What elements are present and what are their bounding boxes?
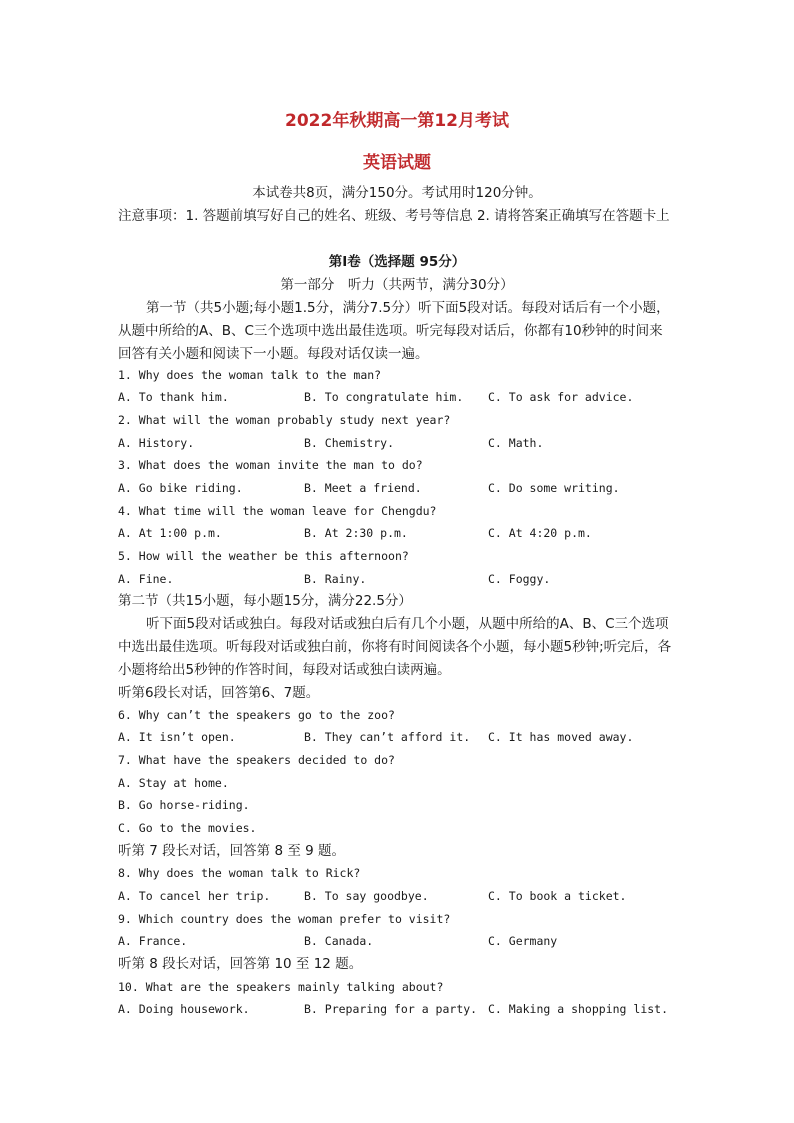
part1-heading: 第一部分 听力（共两节，满分30分） xyxy=(280,277,514,293)
q2-option-c: C. Math. xyxy=(488,436,544,450)
question-2: 2. What will the woman probably study next year? xyxy=(118,413,451,427)
q4-option-b: B. At 2:30 p.m. xyxy=(304,526,408,540)
q2-option-a: A. History. xyxy=(118,436,195,450)
section2-intro: 听下面5段对话或独白。每段对话或独白后有几个小题，从题中所给的A、B、C三个选项中选出最佳选项。听每段对话或独白前，你将有时间阅读各个小题，每小题5秒钟;听完后，各小题将给出5秒钟的作答时间，每段对话或独白读两遍。 xyxy=(118,616,672,678)
q10-option-a: A. Doing housework. xyxy=(118,1002,250,1016)
q6-option-a: A. It isn’t open. xyxy=(118,730,236,744)
subject-title: 英语试题 xyxy=(363,153,431,173)
question-7: 7. What have the speakers decided to do? xyxy=(118,753,395,767)
exam-title: 2022年秋期高一第12月考试 xyxy=(285,111,509,131)
question-10: 10. What are the speakers mainly talking about? xyxy=(118,980,444,994)
q7-option-b: B. Go horse-riding. xyxy=(118,798,250,812)
q5-option-a: A. Fine. xyxy=(118,572,174,586)
q7-option-c: C. Go to the movies. xyxy=(118,821,257,835)
q4-option-a: A. At 1:00 p.m. xyxy=(118,526,222,540)
dialog8-instruction: 听第 8 段长对话，回答第 10 至 12 题。 xyxy=(118,956,363,972)
volume-heading: 第I卷（选择题 95分） xyxy=(328,254,466,270)
q10-option-b: B. Preparing for a party. xyxy=(304,1002,478,1016)
q10-option-c: C. Making a shopping list. xyxy=(488,1002,669,1016)
question-8: 8. Why does the woman talk to Rick? xyxy=(118,866,361,880)
q8-option-a: A. To cancel her trip. xyxy=(118,889,271,903)
q8-option-b: B. To say goodbye. xyxy=(304,889,429,903)
q9-option-b: B. Canada. xyxy=(304,934,374,948)
q6-option-c: C. It has moved away. xyxy=(488,730,634,744)
q4-option-c: C. At 4:20 p.m. xyxy=(488,526,592,540)
q5-option-c: C. Foggy. xyxy=(488,572,551,586)
q9-option-c: C. Germany xyxy=(488,934,558,948)
q1-option-c: C. To ask for advice. xyxy=(488,390,634,404)
question-5: 5. How will the weather be this afternoon? xyxy=(118,549,409,563)
q3-option-c: C. Do some writing. xyxy=(488,481,620,495)
q3-option-b: B. Meet a friend. xyxy=(304,481,422,495)
dialog7-instruction: 听第 7 段长对话，回答第 8 至 9 题。 xyxy=(118,843,346,859)
q3-option-a: A. Go bike riding. xyxy=(118,481,243,495)
q1-option-a: A. To thank him. xyxy=(118,390,229,404)
q9-option-a: A. France. xyxy=(118,934,188,948)
question-3: 3. What does the woman invite the man to do? xyxy=(118,458,423,472)
q8-option-c: C. To book a ticket. xyxy=(488,889,627,903)
q5-option-b: B. Rainy. xyxy=(304,572,367,586)
section2-heading: 第二节（共15小题，每小题15分，满分22.5分） xyxy=(118,593,412,609)
question-9: 9. Which country does the woman prefer to visit? xyxy=(118,912,451,926)
q7-option-a: A. Stay at home. xyxy=(118,776,229,790)
section1-intro: 第一节（共5小题;每小题1.5分，满分7.5分）听下面5段对话。每段对话后有一个小题，从题中所给的A、B、C三个选项中选出最佳选项。听完每段对话后，你都有10秒钟的时间来回答有关小题和阅读下一小题。每段对话仅读一遍。 xyxy=(118,300,670,362)
question-1: 1. Why does the woman talk to the man? xyxy=(118,368,382,382)
question-6: 6. Why can’t the speakers go to the zoo? xyxy=(118,708,395,722)
q2-option-b: B. Chemistry. xyxy=(304,436,395,450)
dialog6-instruction: 听第6段长对话，回答第6、7题。 xyxy=(118,685,320,701)
exam-notes: 注意事项：1. 答题前填写好自己的姓名、班级、考号等信息 2. 请将答案正确填写在答题卡上 xyxy=(118,208,670,224)
question-4: 4. What time will the woman leave for Chengdu? xyxy=(118,504,437,518)
q6-option-b: B. They can’t afford it. xyxy=(304,730,471,744)
exam-info: 本试卷共8页，满分150分。考试用时120分钟。 xyxy=(252,185,542,201)
q1-option-b: B. To congratulate him. xyxy=(304,390,464,404)
